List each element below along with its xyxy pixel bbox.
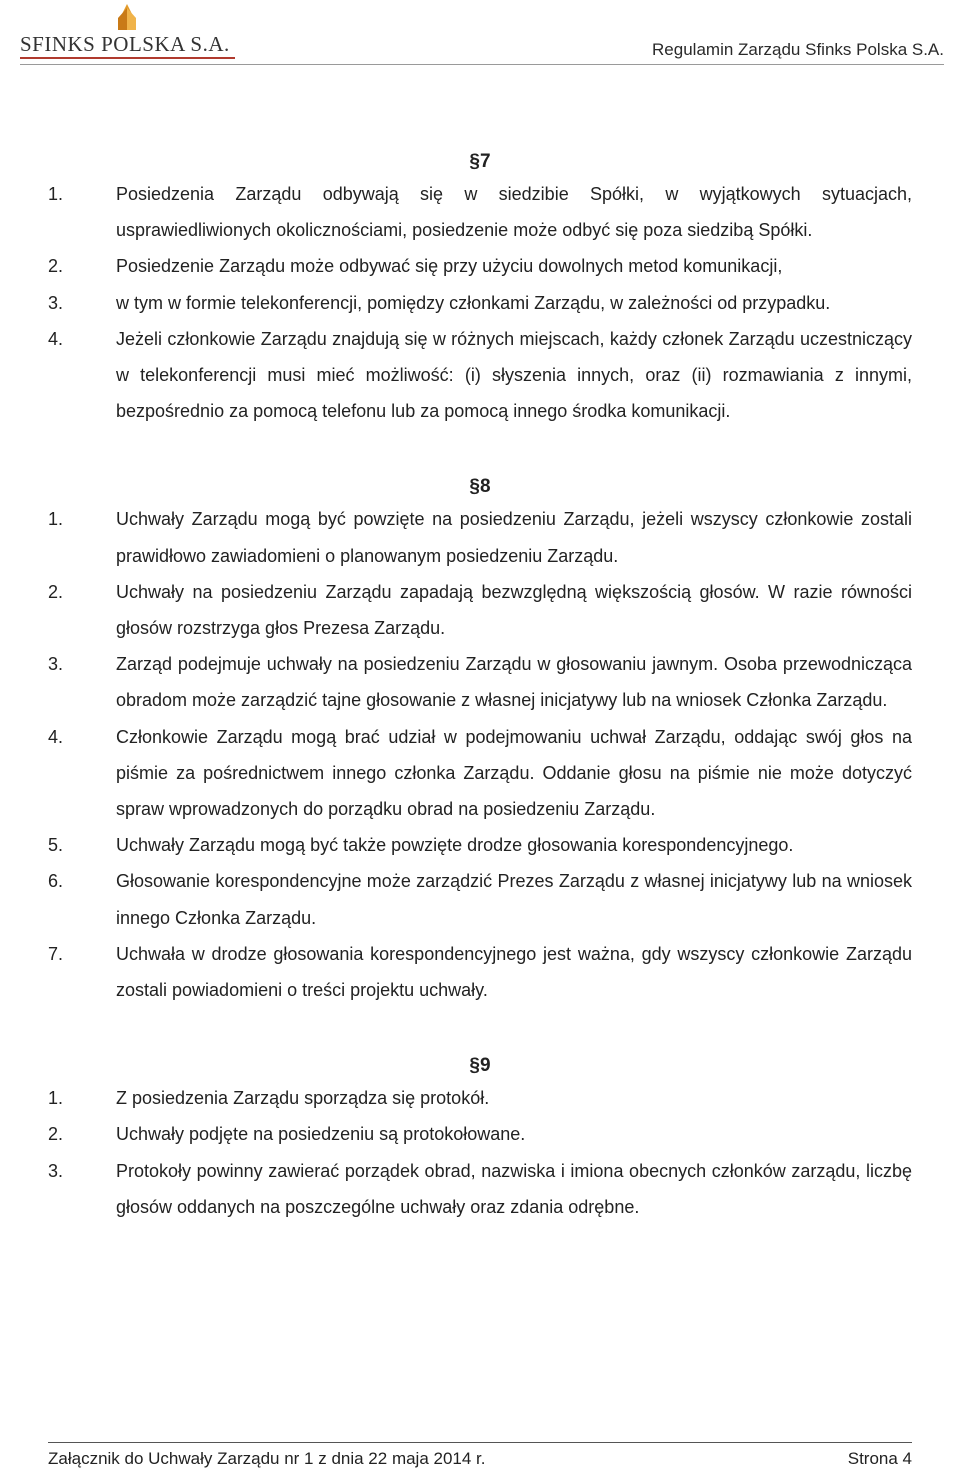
list-item <box>48 1153 912 1225</box>
section-heading: §9 <box>469 1055 491 1077</box>
logo-underline <box>20 57 235 59</box>
item-text: Uchwała w drodze głosowania korespondencyjnego jest ważna, gdy wszyscy członkowie Zarządu zostali powiadomieni o treści projektu uchwały. <box>116 943 912 1001</box>
item-text: Uchwały Zarządu mogą być także powzięte drodze głosowania korespondencyjnego. <box>116 835 794 856</box>
list-item <box>48 863 912 935</box>
logo-text: SFINKS POLSKA S.A. <box>20 32 230 56</box>
section-7 <box>48 148 912 429</box>
list-item <box>48 1116 912 1152</box>
item-number: 2. <box>48 256 64 277</box>
item-text: Posiedzenia Zarządu odbywają się w siedzibie Spółki, w wyjątkowych sytuacjach, usprawiedliwionych okolicznościami, posiedzenie może odbyć się poza siedzibą Spółki. <box>116 184 912 241</box>
item-number: 6. <box>48 871 64 892</box>
item-text: Protokoły powinny zawierać porządek obrad, nazwiska i imiona obecnych członków zarządu, liczbę głosów oddanych na poszczególne uchwały oraz zdania odrębne. <box>116 1160 912 1217</box>
item-text: Posiedzenie Zarządu może odbywać się przy użyciu dowolnych metod komunikacji, <box>116 256 783 277</box>
page-footer <box>48 1442 912 1473</box>
section-gap <box>48 429 912 473</box>
list-item <box>48 574 912 646</box>
company-logo <box>20 2 235 58</box>
item-number: 1. <box>48 509 64 530</box>
list-item <box>48 1080 912 1116</box>
page-header <box>0 0 960 66</box>
item-text: Uchwały Zarządu mogą być powzięte na posiedzeniu Zarządu, jeżeli wszyscy członkowie zostali prawidłowo zawiadomieni o planowanym posiedzeniu Zarządu. <box>116 509 912 566</box>
item-text: Z posiedzenia Zarządu sporządza się protokół. <box>116 1088 490 1109</box>
item-text: w tym w formie telekonferencji, pomiędzy członkami Zarządu, w zależności od przypadku. <box>116 292 831 313</box>
section-heading: §8 <box>469 476 491 498</box>
item-number: 4. <box>48 726 64 747</box>
document-body <box>48 148 912 1225</box>
list-item <box>48 285 912 321</box>
list-item <box>48 936 912 1008</box>
page-number: Strona 4 <box>847 1449 912 1468</box>
section-8 <box>48 473 912 1008</box>
item-number: 3. <box>48 292 64 313</box>
document-title: Regulamin Zarządu Sfinks Polska S.A. <box>652 40 944 59</box>
item-text: Członkowie Zarządu mogą brać udział w podejmowaniu uchwał Zarządu, oddając swój głos na piśmie za pośrednictwem innego członka Zarządu. Oddanie głosu na piśmie nie może dotyczyć spraw wprowadzonych do porządku obrad na posiedzeniu Zarządu. <box>116 726 912 820</box>
item-number: 1. <box>48 184 64 204</box>
section-heading: §7 <box>469 151 491 172</box>
item-number: 2. <box>48 581 64 602</box>
section-9 <box>48 1052 912 1225</box>
item-number: 2. <box>48 1124 64 1145</box>
item-text: Zarząd podejmuje uchwały na posiedzeniu Zarządu w głosowaniu jawnym. Osoba przewodnicząca obradom może zarządzić tajne głosowanie z własnej inicjatywy lub na wniosek Członka Zarządu. <box>116 654 912 711</box>
list-item <box>48 646 912 718</box>
section-gap <box>48 1008 912 1052</box>
list-item <box>48 176 912 248</box>
item-number: 1. <box>48 1088 64 1109</box>
list-item <box>48 719 912 828</box>
item-text: Uchwały podjęte na posiedzeniu są protokołowane. <box>116 1124 526 1145</box>
item-number: 3. <box>48 1160 64 1181</box>
item-number: 7. <box>48 943 64 964</box>
list-item <box>48 501 912 573</box>
list-item <box>48 827 912 863</box>
item-number: 4. <box>48 328 64 349</box>
item-text: Uchwały na posiedzeniu Zarządu zapadają bezwzględną większością głosów. W razie równości głosów rozstrzyga głos Prezesa Zarządu. <box>116 581 912 639</box>
header-divider <box>20 64 944 65</box>
list-item <box>48 248 912 284</box>
item-text: Jeżeli członkowie Zarządu znajdują się w różnych miejscach, każdy członek Zarządu uczestniczący w telekonferencji musi mieć możliwość: (i) słyszenia innych, oraz (ii) rozmawiania z innymi, bezpośrednio za pomocą telefonu lub za pomocą innego środka komunikacji. <box>116 328 912 422</box>
item-text: Głosowanie korespondencyjne może zarządzić Prezes Zarządu z własnej inicjatywy lub na wniosek innego Członka Zarządu. <box>116 871 912 928</box>
item-number: 3. <box>48 654 64 675</box>
list-item <box>48 321 912 430</box>
item-number: 5. <box>48 835 64 856</box>
footer-attachment-note: Załącznik do Uchwały Zarządu nr 1 z dnia 22 maja 2014 r. <box>48 1449 486 1468</box>
sphinx-logo-icon <box>112 2 142 32</box>
